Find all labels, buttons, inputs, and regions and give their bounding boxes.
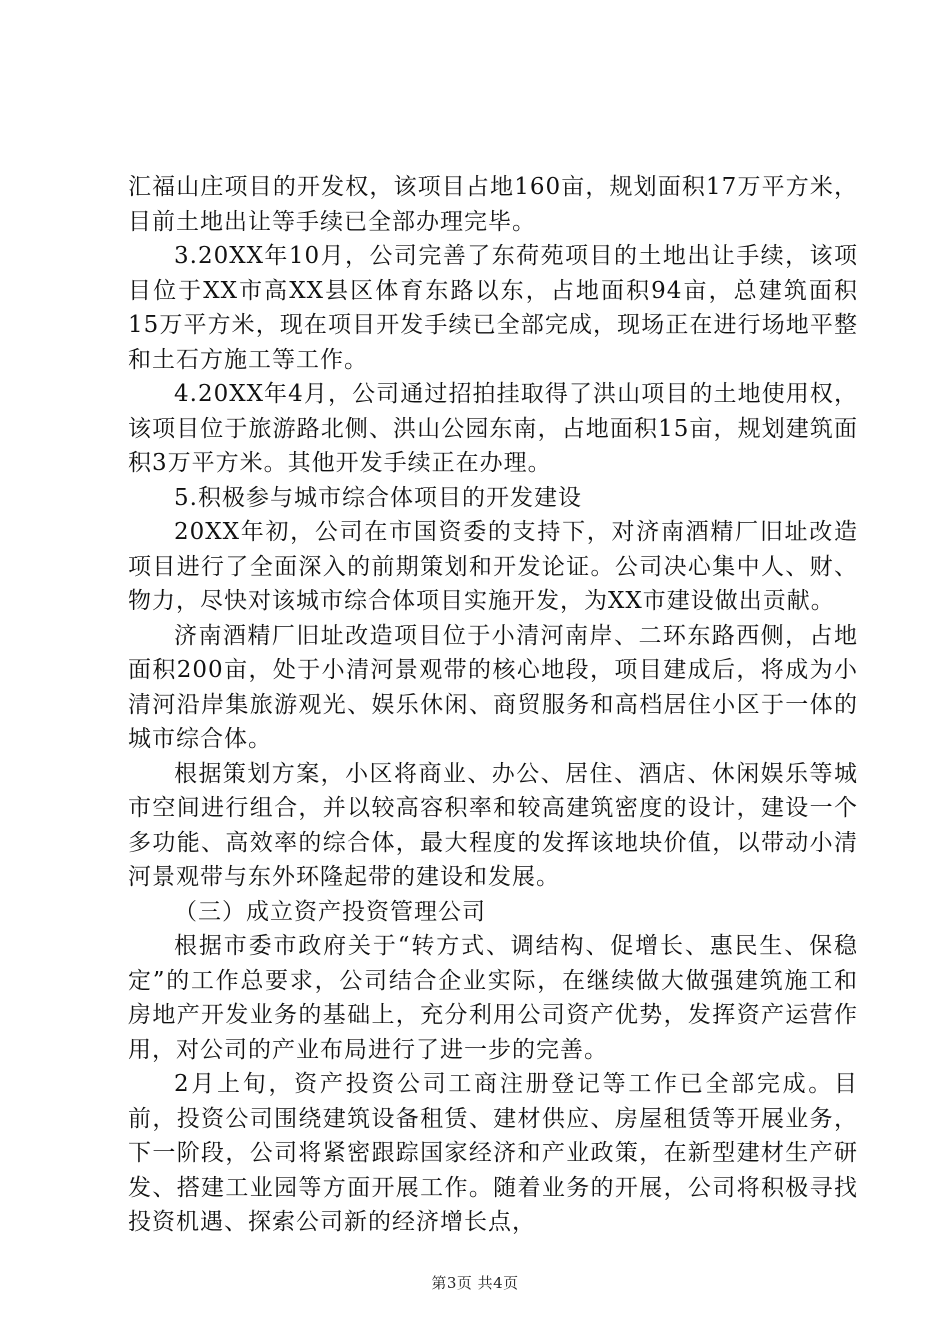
paragraph-4-heading: 5.积极参与城市综合体项目的开发建设: [174, 484, 582, 511]
section-heading-3: （三）成立资产投资管理公司: [174, 898, 486, 925]
paragraph-6: 济南酒精厂旧址改造项目位于小清河南岸、二环东路西侧，占地面积200亩，处于小清河景观带的核心地段，项目建成后，将成为小清河沿岸集旅游观光、娱乐休闲、商贸服务和高档居住小区于一体的城市综合体。: [128, 622, 858, 752]
paragraph-2: 3.20XX年10月，公司完善了东荷苑项目的土地出让手续，该项目位于XX市高XX县区体育东路以东，占地面积94亩，总建筑面积15万平方米，现在项目开发手续已全部完成，现场正在进行场地平整和土石方施工等工作。: [128, 243, 858, 373]
paragraph-7: 根据策划方案，小区将商业、办公、居住、酒店、休闲娱乐等城市空间进行组合，并以较高容积率和较高建筑密度的设计，建设一个多功能、高效率的综合体，最大程度的发挥该地块价值，以带动小清河景观带与东外环隆起带的建设和发展。: [128, 760, 858, 890]
paragraph-5: 20XX年初，公司在市国资委的支持下，对济南酒精厂旧址改造项目进行了全面深入的前期策划和开发论证。公司决心集中人、财、物力，尽快对该城市综合体项目实施开发，为XX市建设做出贡献。: [128, 519, 858, 614]
paragraph-9: 根据市委市政府关于“转方式、调结构、促增长、惠民生、保稳定”的工作总要求，公司结合企业实际，在继续做大做强建筑施工和房地产开发业务的基础上，充分利用公司资产优势，发挥资产运营作用，对公司的产业布局进行了进一步的完善。: [128, 933, 858, 1063]
page-number-label: 第3页 共4页: [431, 1274, 519, 1292]
page-footer: [0, 1272, 950, 1293]
document-body: [128, 170, 858, 1240]
paragraph-3: 4.20XX年4月，公司通过招拍挂取得了洪山项目的土地使用权，该项目位于旅游路北侧、洪山公园东南，占地面积15亩，规划建筑面积3万平方米。其他开发手续正在办理。: [128, 381, 858, 476]
paragraph-1: 汇福山庄项目的开发权，该项目占地160亩，规划面积17万平方米，目前土地出让等手续已全部办理完毕。: [128, 174, 858, 235]
paragraph-10: 2月上旬，资产投资公司工商注册登记等工作已全部完成。目前，投资公司围绕建筑设备租赁、建材供应、房屋租赁等开展业务，下一阶段，公司将紧密跟踪国家经济和产业政策，在新型建材生产研发、搭建工业园等方面开展工作。随着业务的开展，公司将积极寻找投资机遇、探索公司新的经济增长点，: [128, 1071, 858, 1235]
